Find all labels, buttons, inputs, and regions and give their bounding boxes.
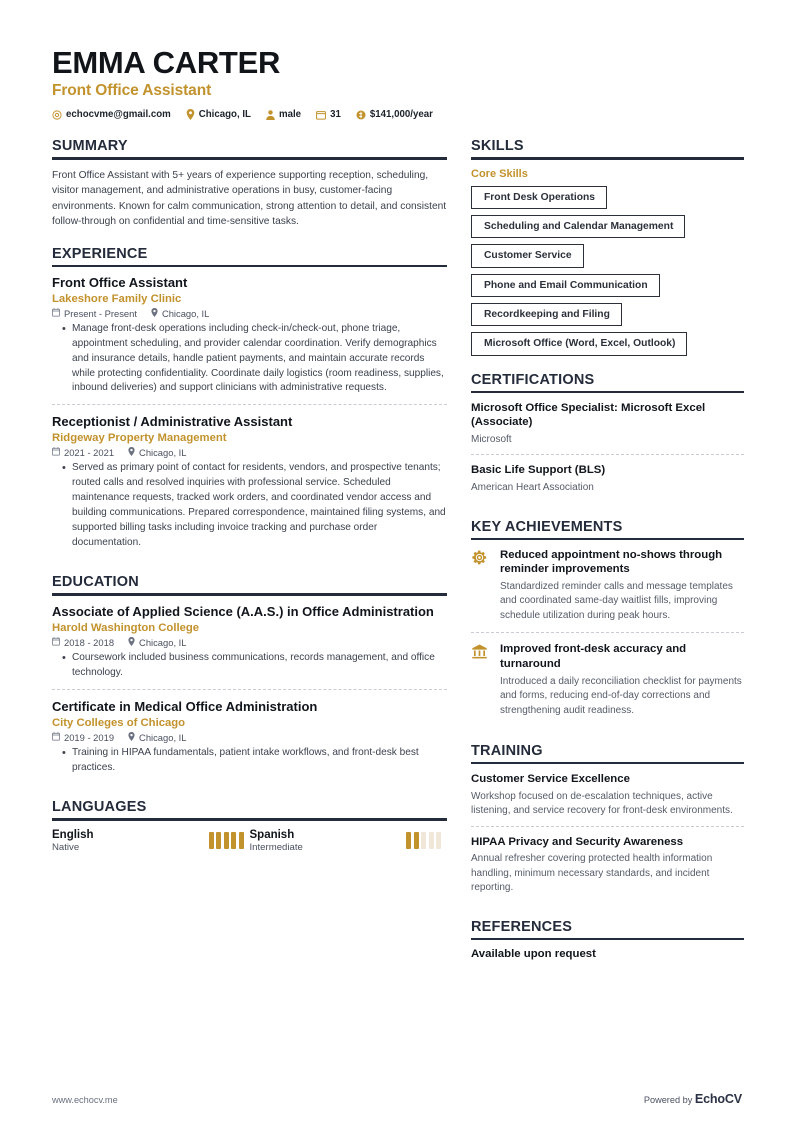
entry-dates-text: 2021 - 2021 xyxy=(64,447,115,459)
section-rule xyxy=(52,593,447,595)
section-key-achievements xyxy=(471,519,744,728)
skill-chip: Phone and Email Communication xyxy=(471,274,660,297)
certification-issuer: American Heart Association xyxy=(471,482,594,493)
skills-group-label: Core Skills xyxy=(471,167,528,180)
language-name: English xyxy=(52,828,94,841)
achievement-text xyxy=(500,642,744,718)
training-name: Customer Service Excellence xyxy=(471,773,630,786)
entry-bullets xyxy=(52,322,447,396)
section-rule xyxy=(471,391,744,393)
candidate-name: EMMA CARTER xyxy=(52,45,281,80)
calendar-icon xyxy=(52,447,60,458)
section-title-key-achievements: KEY ACHIEVEMENTS xyxy=(471,518,623,535)
skills-chip-list xyxy=(471,186,744,356)
entry-location-text: Chicago, IL xyxy=(161,308,210,320)
achievement-title: Reduced appointment no-shows through reminder improvements xyxy=(500,548,723,576)
section-title-languages: LANGUAGES xyxy=(52,799,147,816)
calendar-icon xyxy=(316,110,326,120)
education-entry xyxy=(52,689,447,784)
entry-location xyxy=(128,732,186,743)
education-entry xyxy=(52,604,447,689)
training-description: Annual refresher covering protected health information handling, minimum necessary standards, and incident reporting. xyxy=(471,853,713,894)
achievement-description: Introduced a daily reconciliation checklist for payments and forms, reducing end-of-day corrections and strengthening audit readiness. xyxy=(500,675,742,716)
page-footer xyxy=(52,1092,742,1106)
contact-location-text: Chicago, IL xyxy=(198,109,251,121)
entry-dates-text: 2018 - 2018 xyxy=(64,636,115,648)
entry-bullets xyxy=(52,651,447,681)
location-pin-icon xyxy=(128,637,135,648)
entry-bullets xyxy=(52,746,447,776)
entry-location-text: Chicago, IL xyxy=(139,636,187,648)
certification-name: Basic Life Support (BLS) xyxy=(471,464,606,477)
footer-url[interactable]: www.echocv.me xyxy=(52,1095,118,1105)
gear-icon xyxy=(471,548,491,624)
entry-degree: Certificate in Medical Office Administration xyxy=(52,698,318,714)
contact-location xyxy=(186,109,251,120)
entry-dates xyxy=(52,732,114,743)
proficiency-bar xyxy=(421,832,426,849)
achievement-item xyxy=(471,548,744,633)
location-pin-icon xyxy=(128,447,135,458)
certification-item xyxy=(471,454,744,502)
proficiency-bar xyxy=(436,832,441,849)
section-skills xyxy=(471,138,744,355)
experience-entry xyxy=(52,404,447,558)
person-icon xyxy=(266,110,275,120)
candidate-job-title: Front Office Assistant xyxy=(52,82,212,100)
language-item xyxy=(250,829,448,853)
coin-icon xyxy=(356,110,366,120)
entry-location-text: Chicago, IL xyxy=(139,447,187,459)
section-title-experience: EXPERIENCE xyxy=(52,245,148,262)
location-pin-icon xyxy=(186,109,195,120)
certification-name: Microsoft Office Specialist: Microsoft Excel (Associate) xyxy=(471,401,706,429)
section-training xyxy=(471,743,744,903)
summary-text: Front Office Assistant with 5+ years of experience supporting reception, scheduling, visitor management, and administrative operations in busy, customer-facing environments. Known for calm communication, strong attention to detail, and consistent follow-through on confidential and time-sensitive tasks. xyxy=(52,169,447,228)
entry-meta xyxy=(52,637,447,648)
section-rule xyxy=(471,157,744,159)
proficiency-bar xyxy=(429,832,434,849)
entry-bullet: • Served as primary point of contact for residents, vendors, and prospective tenants; routed calls and resolved inquiries with professional service. Scheduled maintenance requests, tracked work orders, and coordinated vendor access and building communications. Prepared correspondence, maintained filing systems, and supported billing tasks including invoice tracking and purchase order documentation. xyxy=(64,461,447,550)
achievement-item xyxy=(471,632,744,727)
certification-item xyxy=(471,401,744,455)
entry-bullet: • Manage front-desk operations including check-in/check-out, phone triage, appointment scheduling, and provider calendar coordination. Verify demographics and insurance details, handle patient payments, and maintain accurate records while protecting confidentiality. Coordinate daily logistics (room readiness, supplies, inbound deliveries) and support clinicians with administrative requests. xyxy=(64,322,447,396)
bank-icon xyxy=(471,642,491,718)
section-summary xyxy=(52,138,447,229)
footer-brand-name: EchoCV xyxy=(694,1092,742,1106)
section-title-education: EDUCATION xyxy=(52,574,139,591)
language-item xyxy=(52,829,250,853)
entry-school: City Colleges of Chicago xyxy=(52,716,186,729)
section-title-training: TRAINING xyxy=(471,743,543,760)
entry-degree: Associate of Applied Science (A.A.S.) in Office Administration xyxy=(52,603,434,619)
section-languages xyxy=(52,799,447,852)
section-education xyxy=(52,574,447,783)
calendar-icon xyxy=(52,637,60,648)
proficiency-bar xyxy=(414,832,419,849)
section-rule xyxy=(471,938,744,940)
entry-role: Front Office Assistant xyxy=(52,274,188,290)
language-level: Intermediate xyxy=(249,841,303,853)
experience-entry xyxy=(52,275,447,404)
language-text xyxy=(250,829,303,853)
contact-row xyxy=(52,109,742,120)
references-text: Available upon request xyxy=(471,948,596,961)
achievement-description: Standardized reminder calls and message templates and coordinated same-day waitlist fills, improving schedule utilization during peak hours. xyxy=(500,580,733,621)
language-proficiency-bars xyxy=(209,832,244,849)
entry-dates-text: Present - Present xyxy=(64,308,137,320)
certification-issuer: Microsoft xyxy=(471,433,512,445)
entry-bullets xyxy=(52,461,447,550)
entry-school: Harold Washington College xyxy=(52,621,200,634)
section-rule xyxy=(52,157,447,159)
entry-dates xyxy=(52,637,114,648)
contact-age-text: 31 xyxy=(330,109,341,121)
entry-location xyxy=(151,308,209,319)
entry-bullet: • Coursework included business communications, records management, and office technology. xyxy=(64,651,447,681)
entry-meta xyxy=(52,732,447,743)
language-level: Native xyxy=(52,841,80,853)
contact-gender-text: male xyxy=(278,109,302,121)
training-description: Workshop focused on de-escalation techniques, active listening, and service recovery for front-desk environments. xyxy=(471,790,733,817)
entry-location xyxy=(128,447,186,458)
entry-dates-text: 2019 - 2019 xyxy=(64,731,115,743)
proficiency-bar xyxy=(239,832,244,849)
skill-chip: Customer Service xyxy=(471,244,584,267)
footer-powered-by-label: Powered by xyxy=(643,1095,695,1105)
languages-grid xyxy=(52,829,447,853)
entry-bullet: • Training in HIPAA fundamentals, patient intake workflows, and front-desk best practices. xyxy=(64,746,447,776)
training-item xyxy=(471,826,744,903)
resume-body xyxy=(52,138,742,976)
language-proficiency-bars xyxy=(406,832,441,849)
contact-salary-text: $141,000/year xyxy=(369,109,433,121)
entry-role: Receptionist / Administrative Assistant xyxy=(52,414,293,430)
contact-email-text: echocvme@gmail.com xyxy=(66,109,171,121)
contact-salary xyxy=(356,109,433,120)
section-certifications xyxy=(471,372,744,503)
section-experience xyxy=(52,246,447,559)
entry-location-text: Chicago, IL xyxy=(139,731,187,743)
calendar-icon xyxy=(52,308,60,319)
section-rule xyxy=(52,818,447,820)
achievement-text xyxy=(500,548,744,624)
section-title-certifications: CERTIFICATIONS xyxy=(471,371,595,388)
section-rule xyxy=(471,762,744,764)
email-icon xyxy=(52,110,62,120)
entry-dates xyxy=(52,447,114,458)
entry-organization: Ridgeway Property Management xyxy=(52,432,227,445)
skill-chip: Scheduling and Calendar Management xyxy=(471,215,685,238)
entry-meta xyxy=(52,308,447,319)
contact-email xyxy=(52,109,171,120)
skill-chip: Front Desk Operations xyxy=(471,186,607,209)
entry-organization: Lakeshore Family Clinic xyxy=(52,293,182,306)
section-title-summary: SUMMARY xyxy=(52,138,128,155)
proficiency-bar xyxy=(216,832,221,849)
achievement-title: Improved front-desk accuracy and turnaround xyxy=(500,643,687,670)
entry-meta xyxy=(52,447,447,458)
calendar-icon xyxy=(52,732,60,743)
section-references xyxy=(471,919,744,960)
section-title-references: REFERENCES xyxy=(471,918,573,935)
footer-brand xyxy=(644,1092,742,1106)
left-column xyxy=(52,138,447,868)
contact-gender xyxy=(266,109,301,120)
proficiency-bar xyxy=(406,832,411,849)
section-rule xyxy=(471,538,744,540)
entry-location xyxy=(128,637,186,648)
section-title-skills: SKILLS xyxy=(471,138,524,155)
section-rule xyxy=(52,265,447,267)
training-name: HIPAA Privacy and Security Awareness xyxy=(471,835,684,848)
location-pin-icon xyxy=(151,308,158,319)
skill-chip: Microsoft Office (Word, Excel, Outlook) xyxy=(471,332,687,355)
proficiency-bar xyxy=(224,832,229,849)
right-column xyxy=(471,138,744,976)
training-item xyxy=(471,772,744,826)
location-pin-icon xyxy=(128,732,135,743)
entry-dates xyxy=(52,308,137,319)
proficiency-bar xyxy=(209,832,214,849)
contact-age xyxy=(316,109,341,120)
language-name: Spanish xyxy=(249,828,295,841)
skill-chip: Recordkeeping and Filing xyxy=(471,303,622,326)
resume-header xyxy=(52,46,742,120)
language-text xyxy=(52,829,94,853)
proficiency-bar xyxy=(231,832,236,849)
